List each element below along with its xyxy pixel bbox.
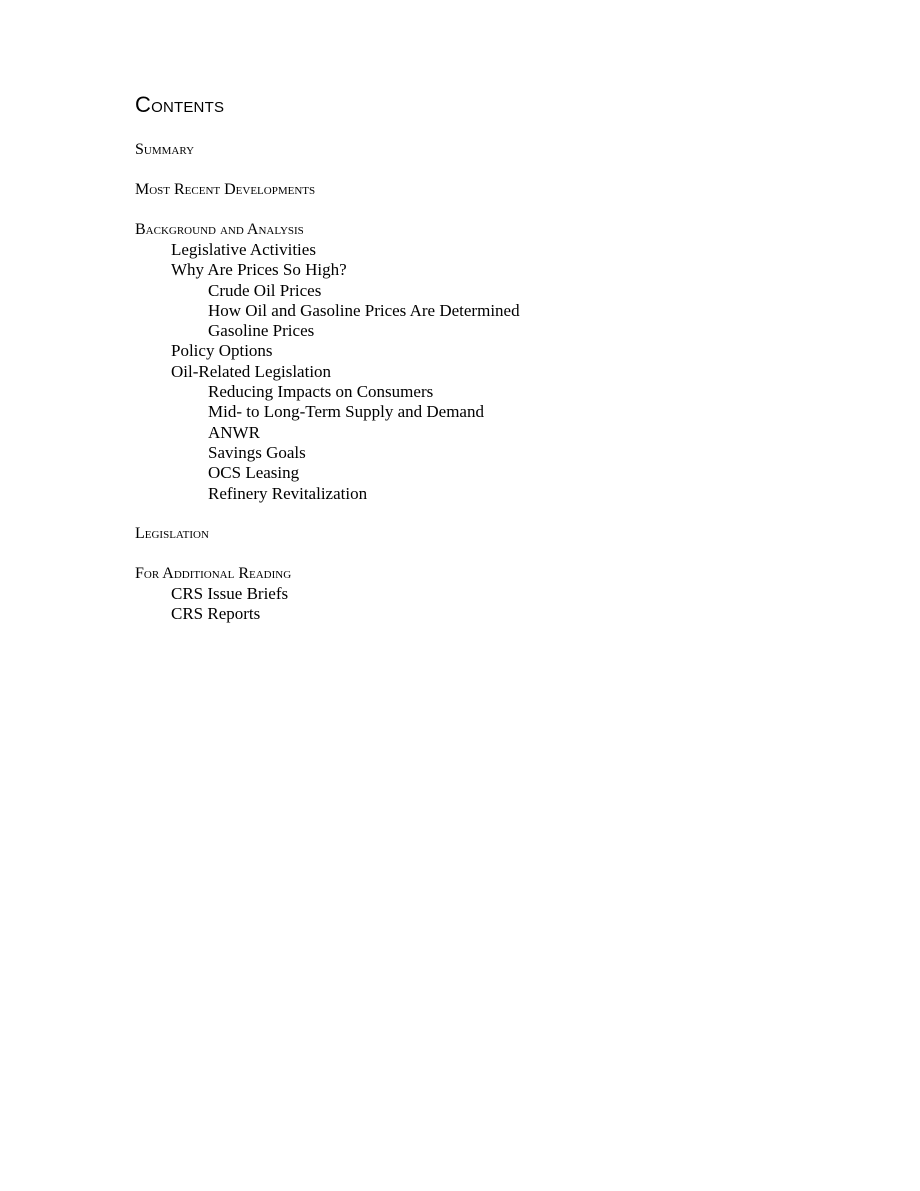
toc-entry-legislative-activities[interactable]: Legislative Activities xyxy=(171,240,316,259)
toc-entry-crs-issue-briefs[interactable]: CRS Issue Briefs xyxy=(171,583,289,603)
toc-section-for-additional-reading xyxy=(135,564,835,625)
toc-heading-most-recent-developments[interactable]: Most Recent Developments xyxy=(135,181,316,198)
toc-entry-why-are-prices-so-high[interactable]: Why Are Prices So High? xyxy=(171,260,347,280)
toc-entry-refinery-revitalization[interactable]: Refinery Revitalization xyxy=(208,483,368,503)
toc-heading-background-and-analysis[interactable]: Background and Analysis xyxy=(135,221,304,238)
toc-entry-reducing-impacts-on-consumers[interactable]: Reducing Impacts on Consumers xyxy=(208,382,434,402)
toc-entry-oil-related-legislation[interactable]: Oil-Related Legislation xyxy=(171,361,332,381)
toc-entry-crs-reports[interactable]: CRS Reports xyxy=(171,604,261,624)
toc-entry-savings-goals[interactable]: Savings Goals xyxy=(208,442,306,462)
toc-entry-anwr[interactable]: ANWR xyxy=(208,422,260,442)
contents-page xyxy=(135,88,835,624)
toc-entry-crude-oil-prices[interactable]: Crude Oil Prices xyxy=(208,280,322,300)
toc-heading-legislation[interactable]: Legislation xyxy=(135,524,209,542)
contents-title: Contents xyxy=(135,92,225,117)
toc-entry-how-prices-are-determined[interactable]: How Oil and Gasoline Prices Are Determined xyxy=(208,300,520,320)
toc-heading-for-additional-reading[interactable]: For Additional Reading xyxy=(135,564,292,582)
toc-entry-mid-to-long-term-supply-and-demand[interactable]: Mid- to Long-Term Supply and Demand xyxy=(208,402,484,422)
toc-section-legislation xyxy=(135,524,835,544)
toc-entry-ocs-leasing[interactable]: OCS Leasing xyxy=(208,463,300,483)
toc-entry-policy-options[interactable]: Policy Options xyxy=(171,341,273,361)
toc-section-summary xyxy=(135,140,835,160)
toc-heading-summary[interactable]: Summary xyxy=(135,141,195,158)
toc-section-background-and-analysis xyxy=(135,220,835,504)
toc-entry-gasoline-prices[interactable]: Gasoline Prices xyxy=(208,321,315,341)
toc-section-most-recent-developments xyxy=(135,180,835,200)
